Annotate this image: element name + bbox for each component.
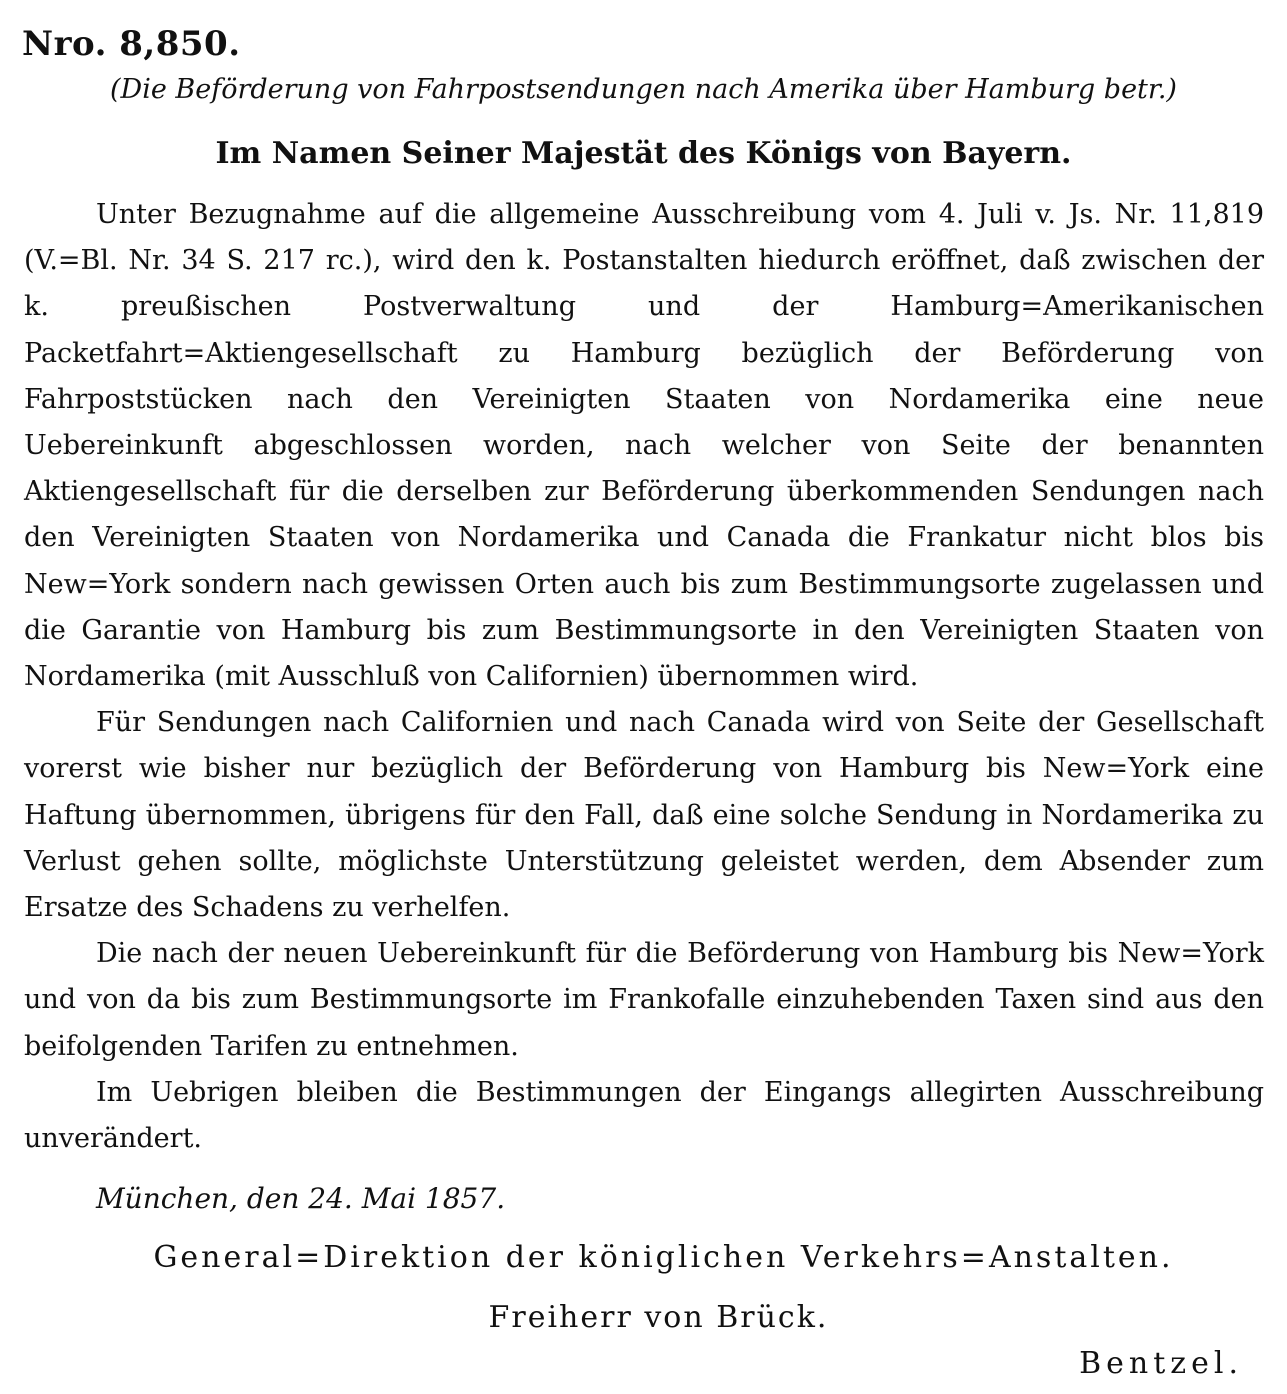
paragraph-4: Im Uebrigen bleiben die Bestimmungen der Eingangs allegirten Ausschreibung unverändert. [24,1076,1264,1155]
document-subject: (Die Beförderung von Fahrpostsendungen nach Amerika über Hamburg betr.) [110,74,1177,105]
countersignature: Bentzel. [1079,1346,1243,1381]
place-date: München, den 24. Mai 1857. [96,1182,506,1215]
issuing-authority: General=Direktion der königlichen Verkehrs=Anstalten. [153,1240,1174,1275]
signatory: Freiherr von Brück. [488,1300,829,1335]
paragraph-2: Für Sendungen nach Californien und nach Canada wird von Seite der Gesellschaft vorerst wie bisher nur bezüglich der Beförderung von Hamburg bis New=York eine Haftung übernommen, übrigens für den Fall, daß eine solche Sendung in Nordamerika zu Verlust gehen sollte, möglichste Unterstützung geleistet werden, dem Absender zum Ersatze des Schadens zu verhelfen. [24,707,1264,924]
document-body [24,192,1264,1162]
document-number: Nro. 8,850. [22,24,241,64]
paragraph-3: Die nach der neuen Uebereinkunft für die Beförderung von Hamburg bis New=York und von da bis zum Bestimmungsorte im Frankofalle einzuhebenden Taxen sind aus den beifolgenden Tarifen zu entnehmen. [24,938,1264,1062]
royal-invocation: Im Namen Seiner Majestät des Königs von Bayern. [215,136,1072,171]
paragraph-1: Unter Bezugnahme auf die allgemeine Ausschreibung vom 4. Juli v. Js. Nr. 11,819 (V.=Bl. Nr. 34 S. 217 rc.), wird den k. Postanstalten hiedurch eröffnet, daß zwischen der k. preußischen Postverwaltung und der Hamburg=Amerikanischen Packetfahrt=Aktiengesellschaft zu Hamburg bezüglich der Beförderung von Fahrpoststücken nach den Vereinigten Staaten von Nordamerika eine neue Uebereinkunft abgeschlossen worden, nach welcher von Seite der benannten Aktiengesellschaft für die derselben zur Beförderung überkommenden Sendungen nach den Vereinigten Staaten von Nordamerika und Canada die Frankatur nicht blos bis New=York sondern nach gewissen Orten auch bis zum Bestimmungsorte zugelassen und die Garantie von Hamburg bis zum Bestimmungsorte in den Vereinigten Staaten von Nordamerika (mit Ausschluß von Californien) übernommen wird. [24,199,1264,693]
